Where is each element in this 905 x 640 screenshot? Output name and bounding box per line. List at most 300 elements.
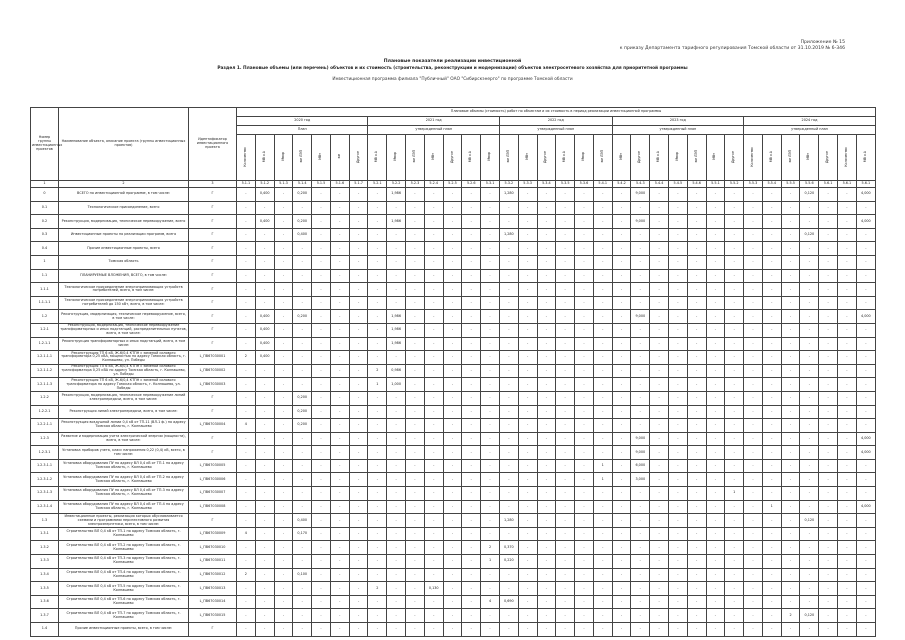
empty-cell: - — [406, 609, 425, 623]
empty-cell: - — [499, 391, 518, 405]
empty-cell: - — [237, 391, 256, 405]
unit-label: Мвар — [674, 152, 679, 161]
empty-cell: - — [612, 527, 631, 541]
empty-cell: - — [838, 283, 857, 297]
empty-cell: - — [744, 555, 763, 569]
row-name: Строительство ВЛ 0,4 кВ от ТП-6 по адресу Томская область, г. Колпашево — [59, 595, 189, 609]
empty-cell: - — [443, 337, 462, 351]
empty-cell: - — [481, 527, 500, 541]
empty-cell: - — [800, 351, 819, 365]
empty-cell: - — [593, 255, 612, 269]
empty-cell: - — [462, 215, 481, 229]
row-name: Установка приборов учета, класс напряжения 0,22 (0,4) кВ, всего, в том числе: — [59, 446, 189, 460]
value-cell: 0,400 — [255, 310, 274, 324]
empty-cell: - — [237, 487, 256, 501]
empty-cell: - — [406, 514, 425, 528]
empty-cell: - — [462, 555, 481, 569]
empty-cell: - — [330, 419, 349, 433]
empty-cell: - — [387, 459, 406, 473]
empty-cell: - — [631, 623, 650, 637]
empty-cell: - — [819, 609, 838, 623]
empty-cell: - — [856, 609, 875, 623]
unit-header — [330, 135, 349, 181]
empty-cell: - — [800, 459, 819, 473]
value-cell: 0,690 — [499, 595, 518, 609]
empty-cell: - — [650, 283, 669, 297]
empty-cell: - — [838, 514, 857, 528]
empty-cell: - — [312, 337, 331, 351]
table-row — [31, 228, 876, 242]
empty-cell: - — [725, 446, 744, 460]
empty-cell: - — [575, 405, 594, 419]
empty-cell: - — [650, 623, 669, 637]
unit-label: МВт — [318, 153, 323, 160]
empty-cell: - — [255, 623, 274, 637]
empty-cell: - — [481, 364, 500, 378]
empty-cell: - — [424, 514, 443, 528]
empty-cell: - — [556, 432, 575, 446]
empty-cell: - — [725, 419, 744, 433]
empty-cell: - — [537, 541, 556, 555]
row-id: Г — [189, 283, 237, 297]
empty-cell: - — [255, 283, 274, 297]
row-name: Технологическое присоединение энергопринимающих устройств потребителей, всего, в том числе: — [59, 283, 189, 297]
empty-cell: - — [255, 296, 274, 310]
empty-cell: - — [462, 378, 481, 392]
empty-cell: - — [330, 473, 349, 487]
value-cell: 1 — [593, 473, 612, 487]
empty-cell: - — [556, 541, 575, 555]
empty-cell: - — [443, 582, 462, 596]
empty-cell: - — [593, 310, 612, 324]
empty-cell: - — [631, 351, 650, 365]
row-number: 0.4 — [31, 242, 59, 256]
empty-cell: - — [593, 269, 612, 283]
empty-cell: - — [406, 459, 425, 473]
empty-cell: - — [762, 296, 781, 310]
empty-cell: - — [312, 487, 331, 501]
empty-cell: - — [237, 623, 256, 637]
empty-cell: - — [838, 432, 857, 446]
empty-cell: - — [668, 446, 687, 460]
empty-cell: - — [819, 323, 838, 337]
empty-cell: - — [556, 242, 575, 256]
empty-cell: - — [838, 201, 857, 215]
empty-cell: - — [274, 215, 293, 229]
empty-cell: - — [612, 296, 631, 310]
empty-cell: - — [349, 378, 368, 392]
value-cell: 4,000 — [856, 188, 875, 202]
row-number: 1.3.5 — [31, 582, 59, 596]
empty-cell: - — [330, 215, 349, 229]
empty-cell: - — [575, 514, 594, 528]
empty-cell: - — [819, 201, 838, 215]
value-cell: 0,400 — [255, 188, 274, 202]
table-row — [31, 514, 876, 528]
empty-cell: - — [237, 201, 256, 215]
empty-cell: - — [293, 446, 312, 460]
empty-cell: - — [744, 255, 763, 269]
empty-cell: - — [406, 283, 425, 297]
empty-cell: - — [237, 378, 256, 392]
empty-cell: - — [462, 323, 481, 337]
empty-cell: - — [537, 188, 556, 202]
unit-label: Мвар — [581, 152, 585, 161]
row-number: 1.2.3.1 — [31, 446, 59, 460]
empty-cell: - — [706, 269, 725, 283]
empty-cell: - — [819, 242, 838, 256]
empty-cell: - — [237, 500, 256, 514]
empty-cell: - — [481, 378, 500, 392]
empty-cell: - — [406, 487, 425, 501]
empty-cell: - — [687, 459, 706, 473]
column-number: 5.6.1 — [838, 181, 857, 188]
column-number: 5.1.6 — [330, 181, 349, 188]
row-number: 1.2.3.1.2 — [31, 473, 59, 487]
table-row — [31, 337, 876, 351]
empty-cell: - — [499, 568, 518, 582]
empty-cell: - — [312, 242, 331, 256]
empty-cell: - — [349, 351, 368, 365]
empty-cell: - — [349, 269, 368, 283]
empty-cell: - — [349, 473, 368, 487]
unit-header — [781, 135, 800, 181]
empty-cell: - — [312, 364, 331, 378]
plan-subheader: утвержденный план — [744, 126, 876, 135]
empty-cell: - — [518, 432, 537, 446]
empty-cell: - — [481, 405, 500, 419]
empty-cell: - — [274, 296, 293, 310]
table-row — [31, 623, 876, 637]
empty-cell: - — [706, 378, 725, 392]
empty-cell: - — [687, 269, 706, 283]
empty-cell: - — [330, 582, 349, 596]
empty-cell: - — [406, 555, 425, 569]
empty-cell: - — [593, 623, 612, 637]
empty-cell: - — [838, 595, 857, 609]
year-header: 2021 год — [368, 117, 499, 126]
empty-cell: - — [330, 595, 349, 609]
empty-cell: - — [593, 378, 612, 392]
empty-cell: - — [481, 201, 500, 215]
value-cell: 1 — [481, 555, 500, 569]
empty-cell: - — [668, 228, 687, 242]
empty-cell: - — [762, 255, 781, 269]
empty-cell: - — [838, 473, 857, 487]
empty-cell: - — [650, 215, 669, 229]
empty-cell: - — [762, 378, 781, 392]
investment-table — [30, 107, 876, 637]
empty-cell: - — [274, 609, 293, 623]
empty-cell: - — [349, 514, 368, 528]
empty-cell: - — [349, 446, 368, 460]
empty-cell: - — [800, 364, 819, 378]
row-id: Г — [189, 337, 237, 351]
empty-cell: - — [481, 391, 500, 405]
empty-cell: - — [443, 201, 462, 215]
empty-cell: - — [349, 391, 368, 405]
empty-cell: - — [838, 351, 857, 365]
empty-cell: - — [443, 215, 462, 229]
empty-cell: - — [687, 419, 706, 433]
empty-cell: - — [537, 568, 556, 582]
empty-cell: - — [368, 487, 387, 501]
empty-cell: - — [575, 419, 594, 433]
row-name: Реконструкция линий электропередачи, всего, в том числе: — [59, 405, 189, 419]
row-number: 1.3.6 — [31, 595, 59, 609]
unit-header — [838, 135, 857, 181]
empty-cell: - — [612, 446, 631, 460]
empty-cell: - — [443, 541, 462, 555]
empty-cell: - — [781, 582, 800, 596]
unit-header — [744, 135, 763, 181]
empty-cell: - — [443, 514, 462, 528]
value-cell: 4,000 — [856, 215, 875, 229]
unit-header — [387, 135, 406, 181]
empty-cell: - — [368, 609, 387, 623]
empty-cell: - — [687, 446, 706, 460]
empty-cell: - — [725, 323, 744, 337]
empty-cell: - — [612, 500, 631, 514]
empty-cell: - — [349, 405, 368, 419]
empty-cell: - — [650, 514, 669, 528]
empty-cell: - — [556, 500, 575, 514]
header-row — [31, 108, 876, 117]
empty-cell: - — [631, 582, 650, 596]
empty-cell: - — [518, 351, 537, 365]
row-name: Технологическое присоединение энергопринимающих устройств потребителей до 150 кВт, всего, в том числе: — [59, 296, 189, 310]
empty-cell: - — [781, 391, 800, 405]
empty-cell: - — [650, 459, 669, 473]
empty-cell: - — [650, 255, 669, 269]
empty-cell: - — [368, 391, 387, 405]
row-name: ПЛАНИРУЕМЫЕ ВЛОЖЕНИЯ, ВСЕГО, в том числе: — [59, 269, 189, 283]
table-row — [31, 378, 876, 392]
empty-cell: - — [312, 582, 331, 596]
empty-cell: - — [387, 269, 406, 283]
empty-cell: - — [668, 568, 687, 582]
empty-cell: - — [330, 446, 349, 460]
empty-cell: - — [518, 609, 537, 623]
empty-cell: - — [406, 623, 425, 637]
empty-cell: - — [518, 623, 537, 637]
empty-cell: - — [650, 378, 669, 392]
empty-cell: - — [668, 391, 687, 405]
empty-cell: - — [499, 364, 518, 378]
empty-cell: - — [462, 623, 481, 637]
empty-cell: - — [593, 215, 612, 229]
row-name: Технологическое присоединение, всего — [59, 201, 189, 215]
empty-cell: - — [424, 568, 443, 582]
empty-cell: - — [499, 310, 518, 324]
empty-cell: - — [237, 269, 256, 283]
empty-cell: - — [387, 228, 406, 242]
value-cell: 0,200 — [293, 188, 312, 202]
empty-cell: - — [518, 296, 537, 310]
empty-cell: - — [725, 215, 744, 229]
table-row — [31, 269, 876, 283]
empty-cell: - — [856, 419, 875, 433]
empty-cell: - — [800, 215, 819, 229]
empty-cell: - — [725, 609, 744, 623]
empty-cell: - — [744, 323, 763, 337]
row-id: Г — [189, 215, 237, 229]
unit-label: Мвар — [487, 152, 492, 161]
empty-cell: - — [650, 242, 669, 256]
empty-cell: - — [687, 391, 706, 405]
empty-cell: - — [838, 527, 857, 541]
empty-cell: - — [800, 323, 819, 337]
empty-cell: - — [762, 269, 781, 283]
empty-cell: - — [556, 364, 575, 378]
empty-cell: - — [349, 337, 368, 351]
row-name: Развитие и модернизация учета электрической энергии (мощности), всего, в том числе: — [59, 432, 189, 446]
empty-cell: - — [462, 568, 481, 582]
empty-cell: - — [668, 595, 687, 609]
empty-cell: - — [631, 337, 650, 351]
empty-cell: - — [443, 310, 462, 324]
year-header: 2023 год — [612, 117, 743, 126]
empty-cell: - — [800, 432, 819, 446]
row-id: L_ПВ67030012 — [189, 568, 237, 582]
empty-cell: - — [612, 283, 631, 297]
empty-cell: - — [668, 351, 687, 365]
empty-cell: - — [838, 188, 857, 202]
unit-label: км ЛЭП — [411, 150, 416, 163]
value-cell: 1,986 — [387, 310, 406, 324]
column-number: 5.4.6 — [687, 181, 706, 188]
empty-cell: - — [781, 323, 800, 337]
empty-cell: - — [255, 255, 274, 269]
empty-cell: - — [537, 595, 556, 609]
column-number: 5.2.6 — [462, 181, 481, 188]
empty-cell: - — [556, 623, 575, 637]
empty-cell: - — [856, 623, 875, 637]
empty-cell: - — [819, 446, 838, 460]
empty-cell: - — [518, 255, 537, 269]
column-number: 5.1.4 — [293, 181, 312, 188]
empty-cell: - — [706, 391, 725, 405]
empty-cell: - — [537, 269, 556, 283]
empty-cell: - — [518, 228, 537, 242]
row-name: Строительство ВЛ 0,4 кВ от ТП-7 по адресу Томская область, г. Колпашево — [59, 609, 189, 623]
empty-cell: - — [330, 527, 349, 541]
value-cell: 4,000 — [856, 500, 875, 514]
empty-cell: - — [631, 609, 650, 623]
empty-cell: - — [387, 446, 406, 460]
value-cell: 9,000 — [631, 310, 650, 324]
empty-cell: - — [499, 323, 518, 337]
empty-cell: - — [800, 419, 819, 433]
empty-cell: - — [575, 432, 594, 446]
empty-cell: - — [537, 487, 556, 501]
empty-cell: - — [631, 555, 650, 569]
empty-cell: - — [424, 242, 443, 256]
empty-cell: - — [293, 283, 312, 297]
empty-cell: - — [312, 201, 331, 215]
empty-cell: - — [424, 623, 443, 637]
empty-cell: - — [706, 623, 725, 637]
empty-cell: - — [349, 459, 368, 473]
empty-cell: - — [556, 255, 575, 269]
empty-cell: - — [819, 310, 838, 324]
unit-label: км ЛЭП — [505, 150, 510, 163]
empty-cell: - — [762, 473, 781, 487]
empty-cell: - — [443, 623, 462, 637]
empty-cell: - — [499, 337, 518, 351]
empty-cell: - — [800, 378, 819, 392]
empty-cell: - — [518, 405, 537, 419]
row-number: 1.3.7 — [31, 609, 59, 623]
empty-cell: - — [668, 473, 687, 487]
empty-cell: - — [387, 609, 406, 623]
empty-cell: - — [706, 201, 725, 215]
empty-cell: - — [556, 188, 575, 202]
value-cell: 1,280 — [499, 514, 518, 528]
col-header-period: Плановые объемы (стоимость) работ по объектам и их стоимость в период реализации инвестиционной программы — [237, 108, 876, 117]
empty-cell: - — [687, 432, 706, 446]
empty-cell: - — [725, 391, 744, 405]
empty-cell: - — [725, 296, 744, 310]
empty-cell: - — [368, 500, 387, 514]
empty-cell: - — [856, 541, 875, 555]
empty-cell: - — [593, 514, 612, 528]
empty-cell: - — [349, 228, 368, 242]
table-row — [31, 541, 876, 555]
empty-cell: - — [518, 378, 537, 392]
empty-cell: - — [274, 623, 293, 637]
empty-cell: - — [330, 255, 349, 269]
empty-cell: - — [819, 255, 838, 269]
value-cell: 1 — [593, 459, 612, 473]
unit-header — [406, 135, 425, 181]
empty-cell: - — [650, 527, 669, 541]
empty-cell: - — [706, 351, 725, 365]
empty-cell: - — [650, 269, 669, 283]
unit-label: Другое — [637, 150, 642, 163]
unit-label: Мвар — [393, 152, 398, 161]
empty-cell: - — [462, 296, 481, 310]
empty-cell: - — [274, 582, 293, 596]
empty-cell: - — [744, 623, 763, 637]
empty-cell: - — [781, 568, 800, 582]
row-name: ВСЕГО по инвестиционной программе, в том числе: — [59, 188, 189, 202]
unit-label: МВт — [806, 153, 811, 160]
empty-cell: - — [819, 351, 838, 365]
empty-cell: - — [462, 541, 481, 555]
empty-cell: - — [368, 459, 387, 473]
empty-cell: - — [819, 582, 838, 596]
empty-cell: - — [387, 595, 406, 609]
empty-cell: - — [330, 323, 349, 337]
empty-cell: - — [537, 514, 556, 528]
unit-label: МВт — [430, 153, 435, 160]
empty-cell: - — [762, 201, 781, 215]
unit-label: МВ×А — [261, 150, 266, 163]
empty-cell: - — [537, 323, 556, 337]
empty-cell: - — [838, 623, 857, 637]
empty-cell: - — [255, 595, 274, 609]
empty-cell: - — [537, 527, 556, 541]
unit-header — [349, 135, 368, 181]
empty-cell: - — [781, 242, 800, 256]
empty-cell: - — [781, 283, 800, 297]
table-row — [31, 351, 876, 365]
column-number: 5.4.2 — [612, 181, 631, 188]
empty-cell: - — [687, 283, 706, 297]
unit-label: МВ×А — [862, 150, 867, 163]
empty-cell: - — [744, 405, 763, 419]
